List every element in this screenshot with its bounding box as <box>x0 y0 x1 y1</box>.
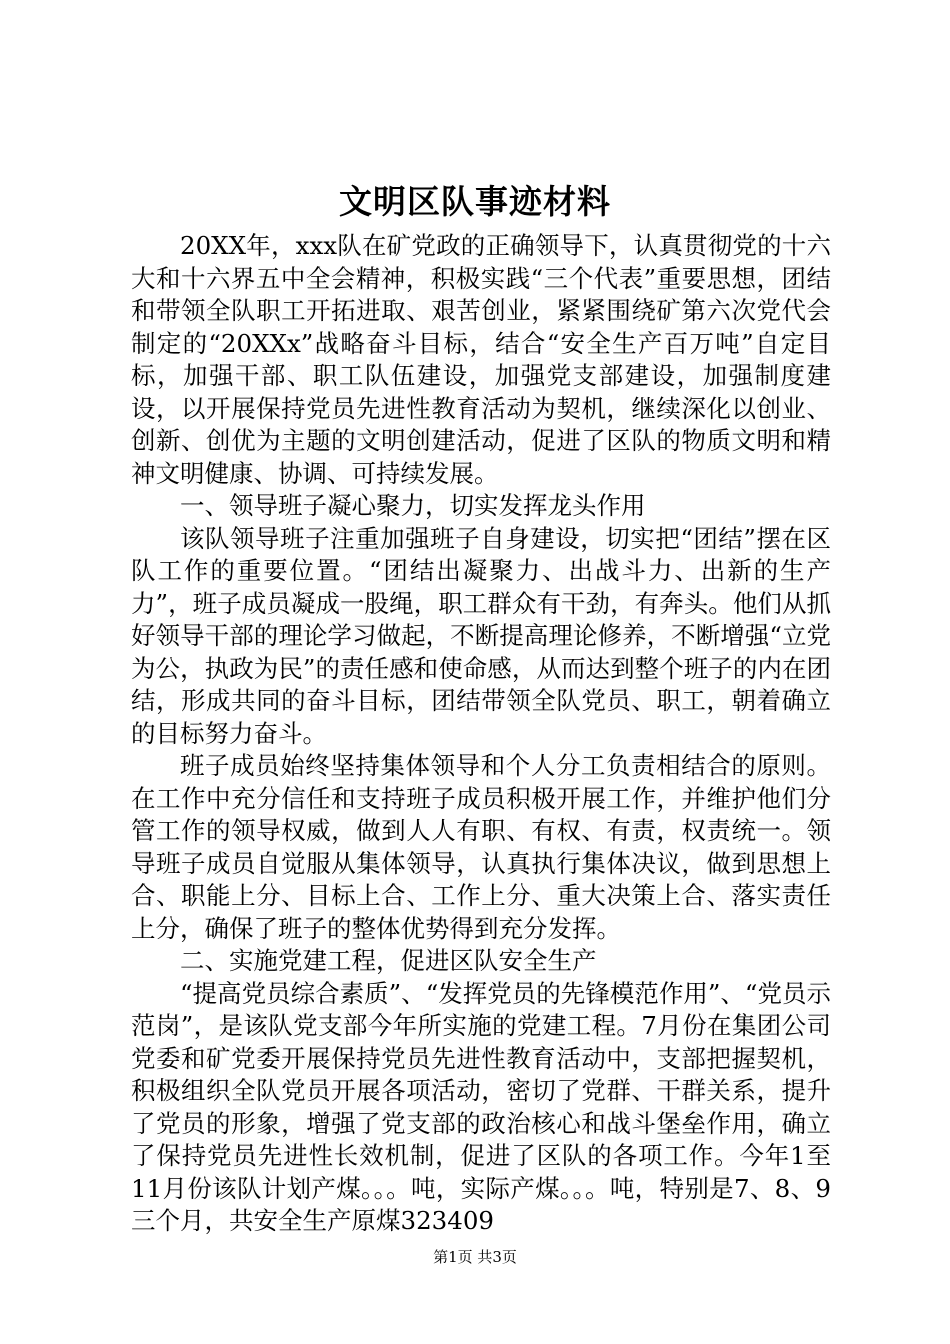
section-heading-1: 一、领导班子凝心聚力，切实发挥龙头作用 <box>180 491 646 520</box>
paragraph-intro: 20XX年，xxx队在矿党政的正确领导下，认真贯彻党的十六大和十六界五中全会精神，积极实践“三个代表”重要思想，团结和带领全队职工开拓进取、艰苦创业，紧紧围绕矿第六次党代会制定的“20XXx”战略奋斗目标，结合“安全生产百万吨”自定目标，加强干部、职工队伍建设，加强党支部建设，加强制度建设，以开展保持党员先进性教育活动为契机，继续深化以创业、创新、创优为主题的文明创建活动，促进了区队的物质文明和精神文明健康、协调、可持续发展。 <box>131 231 831 488</box>
page-footer: 第1页 共3页 <box>433 1248 517 1266</box>
section-heading-2: 二、实施党建工程，促进区队安全生产 <box>180 946 597 975</box>
paragraph-collective-leadership: 班子成员始终坚持集体领导和个人分工负责相结合的原则。在工作中充分信任和支持班子成员积极开展工作，并维护他们分管工作的领导权威，做到人人有职、有权、有责，权责统一。领导班子成员自觉服从集体领导，认真执行集体决议，做到思想上合、职能上分、目标上合、工作上分、重大决策上合、落实责任上分，确保了班子的整体优势得到充分发挥。 <box>131 751 831 943</box>
paragraph-leadership-unity: 该队领导班子注重加强班子自身建设，切实把“团结”摆在区队工作的重要位置。“团结出凝聚力、出战斗力、出新的生产力”，班子成员凝成一股绳，职工群众有干劲，有奔头。他们从抓好领导干部的理论学习做起，不断提高理论修养，不断增强“立党为公，执政为民”的责任感和使命感，从而达到整个班子的内在团结，形成共同的奋斗目标，团结带领全队党员、职工，朝着确立的目标努力奋斗。 <box>131 523 831 748</box>
document-title: 文明区队事迹材料 <box>339 182 611 221</box>
paragraph-party-building: “提高党员综合素质”、“发挥党员的先锋模范作用”、“党员示范岗”，是该队党支部今年所实施的党建工程。7月份在集团公司党委和矿党委开展保持党员先进性教育活动中，支部把握契机，积极组织全队党员开展各项活动，密切了党群、干群关系，提升了党员的形象，增强了党支部的政治核心和战斗堡垒作用，确立了保持党员先进性长效机制，促进了区队的各项工作。今年1至11月份该队计划产煤。。。吨，实际产煤。。。吨，特别是7、8、9三个月，共安全生产原煤323409 <box>131 978 831 1235</box>
document-body <box>131 230 831 1238</box>
